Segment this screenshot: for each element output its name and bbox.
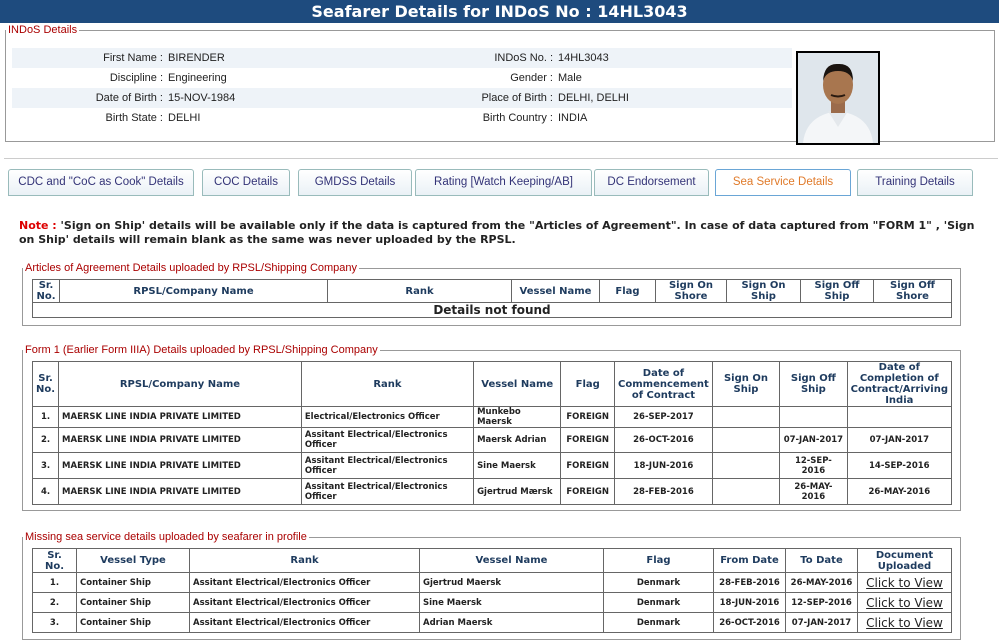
cell: 3. xyxy=(33,453,59,479)
indos-details-panel xyxy=(5,24,995,142)
tab-rating-details[interactable]: Rating [Watch Keeping/AB] xyxy=(415,169,592,196)
indos-no-value: 14HL3043 xyxy=(557,48,792,68)
indos-row xyxy=(12,108,792,128)
cell: FOREIGN xyxy=(561,453,615,479)
articles-table xyxy=(32,279,952,318)
cell xyxy=(712,428,779,453)
cell: 2. xyxy=(33,593,77,613)
tab-gmdss-details[interactable]: GMDSS Details xyxy=(298,169,412,196)
tab-dc-endorsement[interactable]: DC Endorsement xyxy=(594,169,709,196)
click-to-view-link[interactable]: Click to View xyxy=(858,593,952,613)
cell xyxy=(712,453,779,479)
tab-coc-details[interactable]: COC Details xyxy=(202,169,290,196)
col-header: Flag xyxy=(600,280,656,303)
cell: 28-FEB-2016 xyxy=(714,573,786,593)
cell: MAERSK LINE INDIA PRIVATE LIMITED xyxy=(59,407,302,428)
cell: Assitant Electrical/Electronics Officer xyxy=(301,428,473,453)
cell: Denmark xyxy=(604,613,714,633)
cell: Munkebo Maersk xyxy=(474,407,561,428)
gender-label: Gender : xyxy=(510,72,553,84)
col-header: Vessel Name xyxy=(474,362,561,407)
cell: 12-SEP-2016 xyxy=(780,453,847,479)
cell: Container Ship xyxy=(77,573,190,593)
cell xyxy=(712,479,779,505)
discipline-label: Discipline : xyxy=(109,72,163,84)
col-header: Sign On Ship xyxy=(727,280,801,303)
col-header: Sign On Shore xyxy=(656,280,727,303)
cell: Sine Maersk xyxy=(474,453,561,479)
cell: 2. xyxy=(33,428,59,453)
cell: 18-JUN-2016 xyxy=(714,593,786,613)
col-header: Sign Off Ship xyxy=(801,280,874,303)
cell: 07-JAN-2017 xyxy=(780,428,847,453)
col-header: Date of Commencement of Contract xyxy=(615,362,713,407)
tab-cdc-details[interactable]: CDC and "CoC as Cook" Details xyxy=(8,169,194,196)
col-header: Document Uploaded xyxy=(858,549,952,573)
cell: 26-MAY-2016 xyxy=(780,479,847,505)
col-header: Sr. No. xyxy=(33,362,59,407)
indos-row xyxy=(12,48,792,68)
cell: 07-JAN-2017 xyxy=(847,428,951,453)
cell: FOREIGN xyxy=(561,428,615,453)
note-label: Note : xyxy=(19,219,57,232)
cell: FOREIGN xyxy=(561,407,615,428)
missing-legend: Missing sea service details uploaded by seafarer in profile xyxy=(25,531,307,543)
col-header: Sr. No. xyxy=(33,280,60,303)
cell: MAERSK LINE INDIA PRIVATE LIMITED xyxy=(59,428,302,453)
cell: 26-MAY-2016 xyxy=(847,479,951,505)
col-header: Flag xyxy=(604,549,714,573)
col-header: Date of Completion of Contract/Arriving India xyxy=(847,362,951,407)
cell: 14-SEP-2016 xyxy=(847,453,951,479)
birth-country-value: INDIA xyxy=(558,112,588,124)
first-name-label: First Name : xyxy=(12,48,167,68)
cell: 3. xyxy=(33,613,77,633)
cell: 26-MAY-2016 xyxy=(786,573,858,593)
table-row xyxy=(33,407,952,428)
cell: Electrical/Electronics Officer xyxy=(301,407,473,428)
dob-label: Date of Birth : xyxy=(12,88,167,108)
missing-sea-service-table xyxy=(32,548,952,633)
articles-legend: Articles of Agreement Details uploaded by RPSL/Shipping Company xyxy=(25,262,358,274)
cell: 1. xyxy=(33,407,59,428)
col-header: Vessel Name xyxy=(512,280,600,303)
col-header: Sr. No. xyxy=(33,549,77,573)
cell: Gjertrud Maersk xyxy=(420,573,604,593)
indos-no-label: INDoS No. : xyxy=(397,48,557,68)
form1-legend: Form 1 (Earlier Form IIIA) Details uploaded by RPSL/Shipping Company xyxy=(25,344,378,356)
place-of-birth-label: Place of Birth : xyxy=(397,88,557,108)
col-header: To Date xyxy=(786,549,858,573)
cell: Container Ship xyxy=(77,593,190,613)
note-text xyxy=(19,219,979,247)
col-header: Sign Off Shore xyxy=(874,280,952,303)
cell: Assitant Electrical/Electronics Officer xyxy=(190,573,420,593)
col-header: Flag xyxy=(561,362,615,407)
col-header: Rank xyxy=(190,549,420,573)
cell: 12-SEP-2016 xyxy=(786,593,858,613)
indos-legend: INDoS Details xyxy=(8,24,78,36)
col-header: RPSL/Company Name xyxy=(59,362,302,407)
cell: Adrian Maersk xyxy=(420,613,604,633)
details-not-found: Details not found xyxy=(33,303,952,318)
cell: 28-FEB-2016 xyxy=(615,479,713,505)
form1-table xyxy=(32,361,952,505)
indos-row xyxy=(12,88,792,108)
col-header: Vessel Type xyxy=(77,549,190,573)
cell: 26-SEP-2017 xyxy=(615,407,713,428)
col-header: Sign On Ship xyxy=(712,362,779,407)
col-header: Rank xyxy=(301,362,473,407)
cell: 18-JUN-2016 xyxy=(615,453,713,479)
birth-country-label: Birth Country : xyxy=(482,112,553,124)
cell: Assitant Electrical/Electronics Officer xyxy=(301,479,473,505)
tab-sea-service-details[interactable]: Sea Service Details xyxy=(715,169,851,196)
indos-row xyxy=(12,68,792,88)
person-photo-icon xyxy=(798,53,878,143)
col-header: From Date xyxy=(714,549,786,573)
table-row xyxy=(33,593,952,613)
cell: 07-JAN-2017 xyxy=(786,613,858,633)
birth-state-value: DELHI xyxy=(168,112,201,124)
cell: Maersk Adrian xyxy=(474,428,561,453)
cell: Denmark xyxy=(604,573,714,593)
note-body: 'Sign on Ship' details will be available only if the data is captured from the "Articles of Agreement". In case of data captured from "FORM 1" , 'Sign on Ship' details will remain blank as the same was never uploaded by the RPSL. xyxy=(19,219,975,246)
page-title: Seafarer Details for INDoS No : 14HL3043 xyxy=(0,0,999,23)
cell: Assitant Electrical/Electronics Officer xyxy=(190,593,420,613)
col-header: RPSL/Company Name xyxy=(60,280,328,303)
cell: MAERSK LINE INDIA PRIVATE LIMITED xyxy=(59,479,302,505)
birth-state-label: Birth State : xyxy=(105,112,163,124)
cell: FOREIGN xyxy=(561,479,615,505)
place-of-birth-value: DELHI, DELHI xyxy=(557,88,792,108)
cell: Gjertrud Mærsk xyxy=(474,479,561,505)
cell: Assitant Electrical/Electronics Officer xyxy=(301,453,473,479)
table-row xyxy=(33,428,952,453)
cell xyxy=(780,407,847,428)
cell: 1. xyxy=(33,573,77,593)
cell xyxy=(847,407,951,428)
cell: 26-OCT-2016 xyxy=(714,613,786,633)
gender-value: Male xyxy=(558,72,582,84)
seafarer-photo xyxy=(796,51,880,145)
cell: Container Ship xyxy=(77,613,190,633)
cell: MAERSK LINE INDIA PRIVATE LIMITED xyxy=(59,453,302,479)
click-to-view-link[interactable]: Click to View xyxy=(858,573,952,593)
table-row xyxy=(33,613,952,633)
cell: 26-OCT-2016 xyxy=(615,428,713,453)
click-to-view-link[interactable]: Click to View xyxy=(858,613,952,633)
cell: Assitant Electrical/Electronics Officer xyxy=(190,613,420,633)
table-row xyxy=(33,479,952,505)
col-header: Vessel Name xyxy=(420,549,604,573)
cell: Sine Maersk xyxy=(420,593,604,613)
col-header: Rank xyxy=(328,280,512,303)
cell xyxy=(712,407,779,428)
col-header: Sign Off Ship xyxy=(780,362,847,407)
cell: 4. xyxy=(33,479,59,505)
indos-table xyxy=(12,48,792,128)
cell: Denmark xyxy=(604,593,714,613)
table-row xyxy=(33,453,952,479)
dob-value: 15-NOV-1984 xyxy=(167,88,397,108)
discipline-value: Engineering xyxy=(168,72,227,84)
tab-bar xyxy=(4,158,998,198)
tab-training-details[interactable]: Training Details xyxy=(857,169,973,196)
table-row xyxy=(33,573,952,593)
first-name-value: BIRENDER xyxy=(167,48,397,68)
